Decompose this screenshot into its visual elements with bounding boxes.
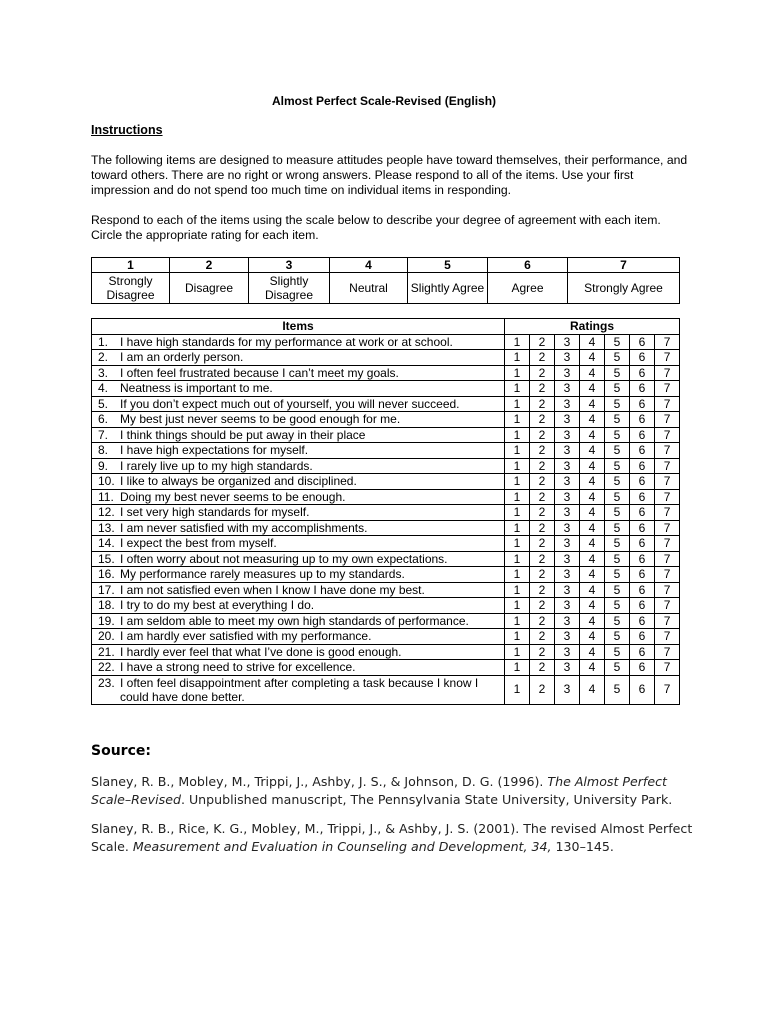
rating-option[interactable]: 5	[605, 474, 630, 490]
rating-option[interactable]: 2	[530, 350, 555, 366]
rating-option[interactable]: 7	[655, 458, 680, 474]
rating-option[interactable]: 6	[630, 427, 655, 443]
rating-option[interactable]: 1	[505, 396, 530, 412]
rating-option[interactable]: 5	[605, 644, 630, 660]
rating-option[interactable]: 6	[630, 334, 655, 350]
rating-option[interactable]: 6	[630, 396, 655, 412]
item-row	[92, 396, 680, 412]
rating-option[interactable]: 3	[555, 396, 580, 412]
item-number: 23.	[98, 675, 115, 690]
rating-option[interactable]: 6	[630, 660, 655, 676]
rating-option[interactable]: 6	[630, 644, 655, 660]
rating-option[interactable]: 2	[530, 598, 555, 614]
item-number: 22.	[98, 660, 115, 674]
rating-option[interactable]: 3	[555, 412, 580, 428]
rating-option[interactable]: 6	[630, 598, 655, 614]
item-number: 20.	[98, 629, 115, 643]
rating-option[interactable]: 3	[555, 520, 580, 536]
rating-option[interactable]: 6	[630, 505, 655, 521]
item-number: 19.	[98, 613, 115, 628]
rating-option[interactable]: 7	[655, 629, 680, 645]
rating-option[interactable]: 5	[605, 660, 630, 676]
rating-option[interactable]: 4	[580, 644, 605, 660]
rating-option[interactable]: 1	[505, 350, 530, 366]
item-row	[92, 412, 680, 428]
rating-option[interactable]: 3	[555, 675, 580, 704]
rating-option[interactable]: 7	[655, 350, 680, 366]
item-text-cell	[92, 660, 505, 676]
rating-option[interactable]: 6	[630, 613, 655, 629]
rating-option[interactable]: 2	[530, 474, 555, 490]
rating-option[interactable]: 2	[530, 458, 555, 474]
scale-label: Strongly Agree	[568, 273, 680, 304]
rating-option[interactable]: 2	[530, 427, 555, 443]
item-row	[92, 474, 680, 490]
rating-option[interactable]: 5	[605, 458, 630, 474]
item-text: Doing my best never seems to be enough.	[120, 489, 346, 504]
rating-option[interactable]: 3	[555, 489, 580, 505]
item-text: I am not satisfied even when I know I have done my best.	[120, 582, 425, 597]
rating-option[interactable]: 1	[505, 365, 530, 381]
rating-option[interactable]: 4	[580, 396, 605, 412]
rating-option[interactable]: 7	[655, 365, 680, 381]
rating-option[interactable]: 7	[655, 396, 680, 412]
item-text-cell	[92, 551, 505, 567]
item-text-cell	[92, 443, 505, 459]
rating-option[interactable]: 1	[505, 520, 530, 536]
rating-option[interactable]: 1	[505, 644, 530, 660]
rating-option[interactable]: 2	[530, 334, 555, 350]
item-row	[92, 350, 680, 366]
item-text-cell	[92, 350, 505, 366]
rating-option[interactable]: 3	[555, 443, 580, 459]
rating-option[interactable]: 4	[580, 381, 605, 397]
item-text: I have a strong need to strive for excellence.	[120, 660, 356, 674]
rating-option[interactable]: 2	[530, 644, 555, 660]
item-text-cell	[92, 489, 505, 505]
rating-option[interactable]: 6	[630, 551, 655, 567]
rating-option[interactable]: 7	[655, 551, 680, 567]
scale-label: Neutral	[330, 273, 408, 304]
rating-option[interactable]: 3	[555, 613, 580, 629]
item-row	[92, 489, 680, 505]
item-number: 17.	[98, 582, 115, 597]
items-table	[91, 318, 680, 705]
rating-option[interactable]: 3	[555, 381, 580, 397]
reference-1-title: The Almost Perfect Scale–Revised	[91, 774, 667, 807]
rating-option[interactable]: 5	[605, 396, 630, 412]
reference-2	[91, 820, 701, 856]
rating-option[interactable]: 2	[530, 536, 555, 552]
item-text: I have high standards for my performance at work or at school.	[120, 334, 453, 349]
items-column-header: Items	[92, 319, 505, 335]
item-text-cell	[92, 427, 505, 443]
instructions-paragraph-2: Respond to each of the items using the scale below to describe your degree of agreement with each item. Circle the appropriate rating for each item.	[91, 213, 661, 242]
rating-option[interactable]: 7	[655, 675, 680, 704]
item-row	[92, 443, 680, 459]
item-row	[92, 427, 680, 443]
item-number: 15.	[98, 551, 115, 566]
scale-labels-row	[92, 273, 680, 304]
scale-label: Slightly Agree	[408, 273, 488, 304]
item-number: 13.	[98, 520, 115, 535]
item-row	[92, 505, 680, 521]
item-number: 7.	[98, 427, 109, 442]
rating-option[interactable]: 7	[655, 598, 680, 614]
item-row	[92, 613, 680, 629]
item-row	[92, 381, 680, 397]
item-text-cell	[92, 520, 505, 536]
scale-number: 3	[249, 258, 330, 273]
rating-option[interactable]: 2	[530, 365, 555, 381]
scale-number: 6	[488, 258, 568, 273]
item-text: I often feel frustrated because I can’t meet my goals.	[120, 365, 399, 380]
item-text: I like to always be organized and disciplined.	[120, 474, 357, 488]
rating-option[interactable]: 3	[555, 582, 580, 598]
rating-option[interactable]: 5	[605, 505, 630, 521]
rating-option[interactable]: 4	[580, 536, 605, 552]
rating-option[interactable]: 6	[630, 567, 655, 583]
rating-option[interactable]: 4	[580, 660, 605, 676]
rating-option[interactable]: 2	[530, 613, 555, 629]
item-number: 6.	[98, 412, 109, 426]
item-row	[92, 567, 680, 583]
item-row	[92, 458, 680, 474]
rating-option[interactable]: 4	[580, 675, 605, 704]
item-text-cell	[92, 613, 505, 629]
reference-2-pages: 130–145.	[551, 839, 614, 854]
rating-option[interactable]: 7	[655, 334, 680, 350]
rating-option[interactable]: 4	[580, 412, 605, 428]
item-number: 21.	[98, 644, 115, 659]
item-text-cell	[92, 598, 505, 614]
item-text-cell	[92, 474, 505, 490]
item-row	[92, 334, 680, 350]
rating-option[interactable]: 5	[605, 334, 630, 350]
rating-option[interactable]: 2	[530, 412, 555, 428]
rating-option[interactable]: 2	[530, 505, 555, 521]
item-number: 14.	[98, 536, 115, 550]
item-text: I am never satisfied with my accomplishments.	[120, 520, 368, 535]
scale-label: Slightly Disagree	[249, 273, 330, 304]
rating-option[interactable]: 3	[555, 567, 580, 583]
rating-option[interactable]: 1	[505, 458, 530, 474]
rating-option[interactable]: 7	[655, 644, 680, 660]
item-text: I am seldom able to meet my own high standards of performance.	[120, 613, 469, 628]
rating-option[interactable]: 3	[555, 350, 580, 366]
rating-option[interactable]: 4	[580, 505, 605, 521]
item-text: I rarely live up to my high standards.	[120, 458, 313, 473]
items-header-row	[92, 319, 680, 335]
reference-1-text: Slaney, R. B., Mobley, M., Trippi, J., Ashby, J. S., & Johnson, D. G. (1996).	[91, 774, 548, 789]
item-number: 8.	[98, 443, 109, 457]
rating-option[interactable]: 7	[655, 613, 680, 629]
page-title: Almost Perfect Scale-Revised (English)	[271, 94, 497, 108]
rating-option[interactable]: 5	[605, 412, 630, 428]
rating-option[interactable]: 4	[580, 350, 605, 366]
rating-option[interactable]: 1	[505, 567, 530, 583]
rating-option[interactable]: 4	[580, 629, 605, 645]
rating-option[interactable]: 1	[505, 660, 530, 676]
item-row	[92, 598, 680, 614]
rating-option[interactable]: 4	[580, 489, 605, 505]
rating-option[interactable]: 7	[655, 520, 680, 536]
rating-option[interactable]: 1	[505, 489, 530, 505]
item-row	[92, 536, 680, 552]
rating-option[interactable]: 4	[580, 613, 605, 629]
rating-option[interactable]: 5	[605, 598, 630, 614]
instructions-heading: Instructions	[91, 123, 163, 137]
item-text-cell	[92, 381, 505, 397]
rating-option[interactable]: 5	[605, 365, 630, 381]
rating-option[interactable]: 3	[555, 474, 580, 490]
rating-option[interactable]: 1	[505, 381, 530, 397]
rating-option[interactable]: 5	[605, 350, 630, 366]
item-text-cell	[92, 458, 505, 474]
item-text: I set very high standards for myself.	[120, 505, 310, 519]
rating-option[interactable]: 5	[605, 443, 630, 459]
rating-option[interactable]: 7	[655, 381, 680, 397]
rating-option[interactable]: 6	[630, 489, 655, 505]
item-text: I think things should be put away in their place	[120, 427, 366, 442]
rating-option[interactable]: 7	[655, 412, 680, 428]
rating-option[interactable]: 5	[605, 381, 630, 397]
rating-option[interactable]: 1	[505, 427, 530, 443]
item-text: I often worry about not measuring up to my own expectations.	[120, 551, 448, 566]
rating-option[interactable]: 2	[530, 582, 555, 598]
item-row	[92, 582, 680, 598]
item-text: I hardly ever feel that what I’ve done is good enough.	[120, 644, 402, 659]
rating-option[interactable]: 2	[530, 381, 555, 397]
rating-option[interactable]: 3	[555, 334, 580, 350]
rating-option[interactable]: 3	[555, 458, 580, 474]
rating-option[interactable]: 6	[630, 675, 655, 704]
rating-option[interactable]: 7	[655, 489, 680, 505]
rating-option[interactable]: 1	[505, 412, 530, 428]
rating-option[interactable]: 2	[530, 629, 555, 645]
rating-option[interactable]: 2	[530, 675, 555, 704]
scale-numbers-row	[92, 258, 680, 273]
item-text-cell	[92, 536, 505, 552]
item-number: 1.	[98, 334, 109, 349]
rating-option[interactable]: 6	[630, 350, 655, 366]
rating-option[interactable]: 4	[580, 582, 605, 598]
item-text: I often feel disappointment after completing a task because I know I	[120, 675, 479, 690]
rating-option[interactable]: 6	[630, 365, 655, 381]
item-text-cell	[92, 644, 505, 660]
rating-option[interactable]: 1	[505, 334, 530, 350]
ratings-column-header: Ratings	[505, 319, 680, 335]
rating-option[interactable]: 5	[605, 629, 630, 645]
scale-number: 5	[408, 258, 488, 273]
rating-option[interactable]: 4	[580, 474, 605, 490]
rating-option[interactable]: 4	[580, 365, 605, 381]
rating-option[interactable]: 7	[655, 505, 680, 521]
rating-option[interactable]: 3	[555, 427, 580, 443]
rating-option[interactable]: 2	[530, 551, 555, 567]
item-number: 5.	[98, 396, 109, 411]
scale-label: Disagree	[170, 273, 249, 304]
rating-option[interactable]: 1	[505, 598, 530, 614]
rating-option[interactable]: 4	[580, 458, 605, 474]
rating-option[interactable]: 7	[655, 660, 680, 676]
item-number: 16.	[98, 567, 115, 581]
scale-number: 2	[170, 258, 249, 273]
rating-option[interactable]: 2	[530, 396, 555, 412]
rating-option[interactable]: 6	[630, 629, 655, 645]
rating-option[interactable]: 1	[505, 551, 530, 567]
item-text-cell	[92, 365, 505, 381]
rating-option[interactable]: 7	[655, 474, 680, 490]
item-number: 4.	[98, 381, 109, 395]
item-text: I try to do my best at everything I do.	[120, 598, 315, 612]
rating-option[interactable]: 7	[655, 582, 680, 598]
rating-option[interactable]: 4	[580, 598, 605, 614]
item-text-cell	[92, 505, 505, 521]
rating-option[interactable]: 3	[555, 551, 580, 567]
rating-option[interactable]: 6	[630, 536, 655, 552]
item-text: I have high expectations for myself.	[120, 443, 309, 457]
rating-option[interactable]: 5	[605, 489, 630, 505]
item-text: I am an orderly person.	[120, 350, 244, 364]
item-text-cell	[92, 567, 505, 583]
item-text-cell	[92, 334, 505, 350]
rating-option[interactable]: 6	[630, 520, 655, 536]
item-text-cell	[92, 582, 505, 598]
instructions-paragraph-1: The following items are designed to measure attitudes people have toward themselves, their performance, and toward others. There are no right or wrong answers. Please respond to all of the items. Use your first impression and do not spend too much time on individual items in responding.	[91, 153, 688, 197]
item-row	[92, 520, 680, 536]
rating-option[interactable]: 6	[630, 412, 655, 428]
item-number: 18.	[98, 598, 115, 612]
rating-option[interactable]: 6	[630, 474, 655, 490]
rating-option[interactable]: 4	[580, 520, 605, 536]
item-text: I am hardly ever satisfied with my performance.	[120, 629, 372, 643]
item-number: 3.	[98, 365, 109, 380]
item-text: Neatness is important to me.	[120, 381, 273, 395]
rating-scale-table	[91, 257, 680, 304]
rating-option[interactable]: 5	[605, 675, 630, 704]
rating-option[interactable]: 6	[630, 582, 655, 598]
rating-option[interactable]: 3	[555, 505, 580, 521]
rating-option[interactable]: 6	[630, 458, 655, 474]
rating-option[interactable]: 1	[505, 443, 530, 459]
reference-1	[91, 773, 701, 809]
reference-1-publisher: . Unpublished manuscript, The Pennsylvania State University, University Park.	[180, 792, 673, 807]
item-text: I expect the best from myself.	[120, 536, 277, 550]
rating-option[interactable]: 5	[605, 613, 630, 629]
rating-option[interactable]: 6	[630, 443, 655, 459]
scale-number: 7	[568, 258, 680, 273]
scale-label: Agree	[488, 273, 568, 304]
item-number: 2.	[98, 350, 109, 364]
item-text: My performance rarely measures up to my standards.	[120, 567, 405, 581]
rating-option[interactable]: 1	[505, 675, 530, 704]
rating-option[interactable]: 1	[505, 505, 530, 521]
rating-option[interactable]: 1	[505, 629, 530, 645]
rating-option[interactable]: 1	[505, 613, 530, 629]
rating-option[interactable]: 2	[530, 443, 555, 459]
item-row	[92, 675, 680, 704]
item-text: My best just never seems to be good enough for me.	[120, 412, 401, 426]
rating-option[interactable]: 5	[605, 427, 630, 443]
item-row	[92, 365, 680, 381]
rating-option[interactable]: 3	[555, 660, 580, 676]
rating-option[interactable]: 3	[555, 644, 580, 660]
rating-option[interactable]: 1	[505, 582, 530, 598]
rating-option[interactable]: 7	[655, 443, 680, 459]
rating-option[interactable]: 2	[530, 489, 555, 505]
item-text-cell	[92, 629, 505, 645]
rating-option[interactable]: 4	[580, 443, 605, 459]
item-text-cell	[92, 675, 505, 704]
scale-number: 1	[92, 258, 170, 273]
rating-option[interactable]: 5	[605, 520, 630, 536]
item-text-cell	[92, 412, 505, 428]
rating-option[interactable]: 7	[655, 536, 680, 552]
item-number: 11.	[98, 489, 114, 504]
rating-option[interactable]: 4	[580, 567, 605, 583]
rating-option[interactable]: 2	[530, 520, 555, 536]
item-text: If you don’t expect much out of yourself, you will never succeed.	[120, 396, 460, 411]
rating-option[interactable]: 3	[555, 536, 580, 552]
item-row	[92, 644, 680, 660]
rating-option[interactable]: 4	[580, 334, 605, 350]
item-text-continued: could have done better.	[120, 689, 245, 704]
rating-option[interactable]: 3	[555, 629, 580, 645]
rating-option[interactable]: 3	[555, 365, 580, 381]
rating-option[interactable]: 5	[605, 536, 630, 552]
item-number: 12.	[98, 505, 115, 519]
item-row	[92, 551, 680, 567]
item-row	[92, 660, 680, 676]
rating-option[interactable]: 1	[505, 536, 530, 552]
rating-option[interactable]: 5	[605, 551, 630, 567]
source-heading: Source:	[91, 743, 151, 759]
item-number: 9.	[98, 458, 109, 473]
rating-option[interactable]: 3	[555, 598, 580, 614]
item-number: 10.	[98, 474, 115, 488]
rating-option[interactable]: 1	[505, 474, 530, 490]
scale-label: Strongly Disagree	[92, 273, 170, 304]
rating-option[interactable]: 4	[580, 551, 605, 567]
rating-option[interactable]: 2	[530, 567, 555, 583]
rating-option[interactable]: 6	[630, 381, 655, 397]
item-text-cell	[92, 396, 505, 412]
rating-option[interactable]: 4	[580, 427, 605, 443]
scale-number: 4	[330, 258, 408, 273]
item-row	[92, 629, 680, 645]
reference-2-text: Slaney, R. B., Rice, K. G., Mobley, M., Trippi, J., & Ashby, J. S. (2001). The revised Almost Perfect Scale.	[91, 821, 693, 854]
rating-option[interactable]: 7	[655, 427, 680, 443]
rating-option[interactable]: 5	[605, 567, 630, 583]
rating-option[interactable]: 2	[530, 660, 555, 676]
reference-2-journal: Measurement and Evaluation in Counseling and Development, 34,	[132, 839, 552, 854]
rating-option[interactable]: 5	[605, 582, 630, 598]
rating-option[interactable]: 7	[655, 567, 680, 583]
